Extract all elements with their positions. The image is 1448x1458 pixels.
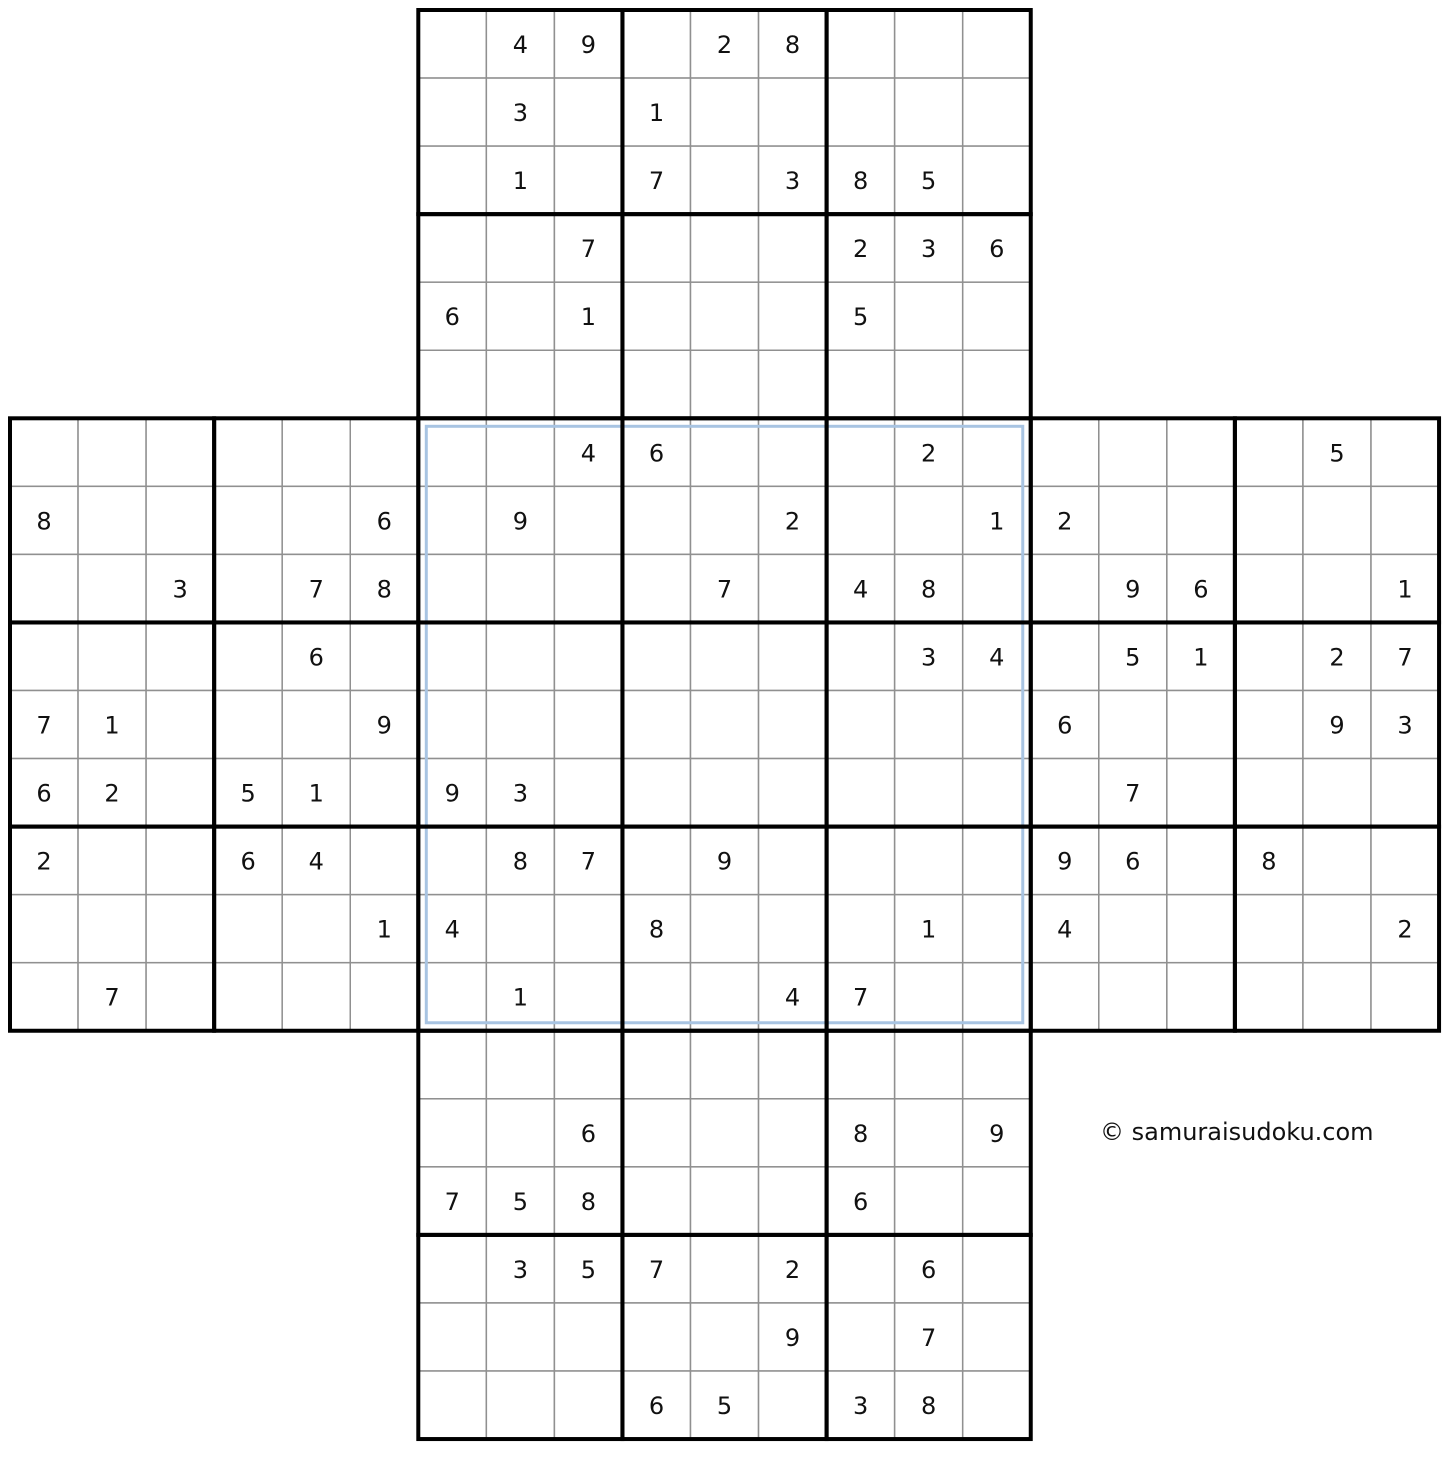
sudoku-cell[interactable] xyxy=(146,963,214,1031)
sudoku-cell[interactable] xyxy=(759,1031,827,1099)
sudoku-cell[interactable] xyxy=(418,554,486,622)
sudoku-cell[interactable] xyxy=(1167,759,1235,827)
given-digit: 1 xyxy=(512,167,529,196)
sudoku-cell[interactable] xyxy=(486,418,554,486)
sudoku-cell[interactable] xyxy=(759,1371,827,1439)
sudoku-cell[interactable] xyxy=(827,759,895,827)
given-digit: 9 xyxy=(1329,711,1345,740)
sudoku-cell[interactable] xyxy=(622,759,690,827)
sudoku-cell[interactable] xyxy=(759,691,827,759)
given-digit: 9 xyxy=(512,507,529,536)
sudoku-cell[interactable] xyxy=(827,10,895,78)
given-digit: 6 xyxy=(580,1119,597,1148)
sudoku-cell[interactable] xyxy=(486,622,554,690)
sudoku-cell[interactable] xyxy=(622,214,690,282)
sudoku-cell[interactable] xyxy=(759,418,827,486)
given-digit: 2 xyxy=(921,439,937,468)
given-digit: 6 xyxy=(1125,847,1141,876)
sudoku-cell[interactable] xyxy=(1235,691,1303,759)
sudoku-cell[interactable] xyxy=(146,486,214,554)
sudoku-cell[interactable] xyxy=(10,554,78,622)
sudoku-cell[interactable] xyxy=(282,418,350,486)
given-digit: 7 xyxy=(444,1187,460,1216)
sudoku-cell[interactable] xyxy=(418,1031,486,1099)
sudoku-cell[interactable] xyxy=(554,350,622,418)
sudoku-cell[interactable] xyxy=(963,1235,1031,1303)
given-digit: 7 xyxy=(580,847,597,876)
given-digit: 1 xyxy=(1193,643,1209,672)
given-digit: 6 xyxy=(1193,575,1209,604)
sudoku-cell[interactable] xyxy=(418,1099,486,1167)
sudoku-cell[interactable] xyxy=(963,963,1031,1031)
sudoku-cell[interactable] xyxy=(10,418,78,486)
sudoku-cell[interactable] xyxy=(895,1099,963,1167)
sudoku-cell[interactable] xyxy=(895,759,963,827)
sudoku-cell[interactable] xyxy=(691,1031,759,1099)
sudoku-cell[interactable] xyxy=(486,895,554,963)
sudoku-cell[interactable] xyxy=(963,1303,1031,1371)
sudoku-cell[interactable] xyxy=(418,963,486,1031)
sudoku-cell[interactable] xyxy=(1235,759,1303,827)
sudoku-cell[interactable] xyxy=(1235,963,1303,1031)
sudoku-cell[interactable] xyxy=(827,691,895,759)
given-digit: 2 xyxy=(852,235,869,264)
sudoku-cell[interactable] xyxy=(1235,418,1303,486)
sudoku-cell[interactable] xyxy=(759,1099,827,1167)
sudoku-cell[interactable] xyxy=(691,1235,759,1303)
given-digit: 1 xyxy=(104,711,120,740)
given-digit: 8 xyxy=(512,847,529,876)
sudoku-cell[interactable] xyxy=(146,418,214,486)
sudoku-cell[interactable] xyxy=(827,827,895,895)
given-digit: 6 xyxy=(444,303,460,332)
sudoku-cell[interactable] xyxy=(963,554,1031,622)
given-digit: 2 xyxy=(1057,507,1073,536)
given-digit: 6 xyxy=(989,235,1005,264)
sudoku-cell[interactable] xyxy=(350,963,418,1031)
sudoku-cell[interactable] xyxy=(963,78,1031,146)
sudoku-cell[interactable] xyxy=(622,1099,690,1167)
sudoku-cell[interactable] xyxy=(827,418,895,486)
given-digit: 8 xyxy=(1261,847,1277,876)
sudoku-cell[interactable] xyxy=(895,691,963,759)
given-digit: 9 xyxy=(716,847,733,876)
sudoku-cell[interactable] xyxy=(1167,418,1235,486)
sudoku-cell[interactable] xyxy=(1031,622,1099,690)
sudoku-cell[interactable] xyxy=(895,827,963,895)
sudoku-cell[interactable] xyxy=(622,622,690,690)
given-digit: 2 xyxy=(716,31,733,60)
sudoku-cell[interactable] xyxy=(78,418,146,486)
given-digit: 8 xyxy=(921,1392,937,1421)
given-digit: 8 xyxy=(921,575,937,604)
sudoku-cell[interactable] xyxy=(759,350,827,418)
sudoku-cell[interactable] xyxy=(350,827,418,895)
sudoku-cell[interactable] xyxy=(691,622,759,690)
sudoku-cell[interactable] xyxy=(418,622,486,690)
sudoku-cell[interactable] xyxy=(554,622,622,690)
given-digit: 4 xyxy=(308,847,324,876)
sudoku-cell[interactable] xyxy=(963,146,1031,214)
sudoku-cell[interactable] xyxy=(827,78,895,146)
sudoku-cell[interactable] xyxy=(486,1099,554,1167)
given-digit: 1 xyxy=(921,915,937,944)
sudoku-cell[interactable] xyxy=(350,759,418,827)
given-digit: 6 xyxy=(648,1392,665,1421)
sudoku-cell[interactable] xyxy=(759,78,827,146)
sudoku-cell[interactable] xyxy=(759,282,827,350)
given-digit: 7 xyxy=(852,983,869,1012)
sudoku-cell[interactable] xyxy=(418,146,486,214)
sudoku-cell[interactable] xyxy=(78,622,146,690)
given-digit: 5 xyxy=(921,167,937,196)
sudoku-cell[interactable] xyxy=(759,554,827,622)
given-digit: 2 xyxy=(1329,643,1345,672)
sudoku-cell[interactable] xyxy=(350,622,418,690)
sudoku-cell[interactable] xyxy=(146,622,214,690)
sudoku-cell[interactable] xyxy=(622,554,690,622)
sudoku-cell[interactable] xyxy=(691,418,759,486)
sudoku-cell[interactable] xyxy=(78,895,146,963)
given-digit: 1 xyxy=(648,99,665,128)
sudoku-cell[interactable] xyxy=(486,1303,554,1371)
given-digit: 5 xyxy=(512,1187,529,1216)
given-digit: 1 xyxy=(308,779,324,808)
given-digit: 8 xyxy=(376,575,392,604)
sudoku-cell[interactable] xyxy=(895,78,963,146)
sudoku-cell[interactable] xyxy=(622,1167,690,1235)
sudoku-cell[interactable] xyxy=(554,1371,622,1439)
given-digit: 2 xyxy=(104,779,120,808)
sudoku-cell[interactable] xyxy=(350,418,418,486)
given-digit: 1 xyxy=(376,915,392,944)
sudoku-cell[interactable] xyxy=(1099,691,1167,759)
sudoku-cell[interactable] xyxy=(691,759,759,827)
sudoku-cell[interactable] xyxy=(1371,418,1439,486)
sudoku-cell[interactable] xyxy=(78,486,146,554)
sudoku-cell[interactable] xyxy=(895,1167,963,1235)
given-digit: 9 xyxy=(989,1119,1005,1148)
given-digit: 2 xyxy=(1397,915,1413,944)
given-digit: 5 xyxy=(852,303,869,332)
sudoku-cell[interactable] xyxy=(1235,554,1303,622)
given-digit: 4 xyxy=(852,575,869,604)
given-digit: 8 xyxy=(648,915,665,944)
given-digit: 6 xyxy=(308,643,324,672)
sudoku-cell[interactable] xyxy=(1031,418,1099,486)
given-digit: 7 xyxy=(36,711,52,740)
sudoku-cell[interactable] xyxy=(827,1303,895,1371)
given-digit: 9 xyxy=(580,31,597,60)
sudoku-cell[interactable] xyxy=(759,827,827,895)
sudoku-cell[interactable] xyxy=(1099,963,1167,1031)
sudoku-cell[interactable] xyxy=(622,486,690,554)
given-digit: 3 xyxy=(852,1392,869,1421)
sudoku-cell[interactable] xyxy=(1167,963,1235,1031)
sudoku-cell[interactable] xyxy=(1371,759,1439,827)
sudoku-cell[interactable] xyxy=(554,486,622,554)
sudoku-cell[interactable] xyxy=(418,1303,486,1371)
sudoku-cell[interactable] xyxy=(486,214,554,282)
sudoku-cell[interactable] xyxy=(1099,895,1167,963)
sudoku-cell[interactable] xyxy=(895,963,963,1031)
sudoku-cell[interactable] xyxy=(691,282,759,350)
sudoku-cell[interactable] xyxy=(1371,963,1439,1031)
sudoku-cell[interactable] xyxy=(214,418,282,486)
sudoku-cell[interactable] xyxy=(418,214,486,282)
sudoku-cell[interactable] xyxy=(418,10,486,78)
sudoku-cell[interactable] xyxy=(1303,759,1371,827)
sudoku-cell[interactable] xyxy=(691,963,759,1031)
sudoku-cell[interactable] xyxy=(895,486,963,554)
sudoku-cell[interactable] xyxy=(214,963,282,1031)
sudoku-cell[interactable] xyxy=(486,1371,554,1439)
given-digit: 9 xyxy=(1057,847,1073,876)
sudoku-cell[interactable] xyxy=(1167,895,1235,963)
given-digit: 5 xyxy=(716,1392,733,1421)
sudoku-cell[interactable] xyxy=(1031,759,1099,827)
given-digit: 8 xyxy=(784,31,801,60)
sudoku-cell[interactable] xyxy=(418,350,486,418)
sudoku-cell[interactable] xyxy=(10,895,78,963)
sudoku-cell[interactable] xyxy=(963,350,1031,418)
sudoku-cell[interactable] xyxy=(146,895,214,963)
sudoku-cell[interactable] xyxy=(282,895,350,963)
sudoku-cell[interactable] xyxy=(418,78,486,146)
sudoku-cell[interactable] xyxy=(1099,418,1167,486)
sudoku-cell[interactable] xyxy=(1031,963,1099,1031)
sudoku-cell[interactable] xyxy=(691,78,759,146)
sudoku-cell[interactable] xyxy=(486,554,554,622)
sudoku-cell[interactable] xyxy=(691,895,759,963)
sudoku-cell[interactable] xyxy=(759,214,827,282)
sudoku-cell[interactable] xyxy=(486,1031,554,1099)
sudoku-cell[interactable] xyxy=(759,759,827,827)
sudoku-cell[interactable] xyxy=(554,691,622,759)
sudoku-cell[interactable] xyxy=(691,214,759,282)
sudoku-cell[interactable] xyxy=(691,486,759,554)
given-digit: 9 xyxy=(784,1323,801,1352)
given-digit: 1 xyxy=(989,507,1005,536)
sudoku-cell[interactable] xyxy=(214,895,282,963)
sudoku-cell[interactable] xyxy=(418,1371,486,1439)
sudoku-cell[interactable] xyxy=(963,827,1031,895)
given-digit: 2 xyxy=(36,847,52,876)
given-digit: 3 xyxy=(512,779,529,808)
sudoku-cell[interactable] xyxy=(691,1099,759,1167)
sudoku-cell[interactable] xyxy=(1235,895,1303,963)
sudoku-cell[interactable] xyxy=(1167,691,1235,759)
given-digit: 8 xyxy=(852,167,869,196)
sudoku-cell[interactable] xyxy=(895,350,963,418)
given-digit: 6 xyxy=(1057,711,1073,740)
sudoku-cell[interactable] xyxy=(554,895,622,963)
sudoku-cell[interactable] xyxy=(963,418,1031,486)
sudoku-cell[interactable] xyxy=(895,282,963,350)
given-digit: 1 xyxy=(1397,575,1413,604)
sudoku-cell[interactable] xyxy=(827,1031,895,1099)
sudoku-cell[interactable] xyxy=(827,895,895,963)
sudoku-cell[interactable] xyxy=(486,282,554,350)
sudoku-cell[interactable] xyxy=(827,1235,895,1303)
sudoku-cell[interactable] xyxy=(146,759,214,827)
given-digit: 6 xyxy=(36,779,52,808)
given-digit: 7 xyxy=(1397,643,1413,672)
sudoku-cell[interactable] xyxy=(10,963,78,1031)
sudoku-cell[interactable] xyxy=(78,827,146,895)
sudoku-cell[interactable] xyxy=(554,1303,622,1371)
sudoku-cell[interactable] xyxy=(622,963,690,1031)
given-digit: 2 xyxy=(784,507,801,536)
sudoku-cell[interactable] xyxy=(486,350,554,418)
given-digit: 1 xyxy=(580,303,597,332)
given-digit: 6 xyxy=(852,1187,869,1216)
sudoku-cell[interactable] xyxy=(963,1167,1031,1235)
sudoku-cell[interactable] xyxy=(554,759,622,827)
sudoku-cell[interactable] xyxy=(759,622,827,690)
sudoku-cell[interactable] xyxy=(214,622,282,690)
sudoku-cell[interactable] xyxy=(1235,486,1303,554)
sudoku-cell[interactable] xyxy=(963,282,1031,350)
sudoku-cell[interactable] xyxy=(1099,486,1167,554)
given-digit: 4 xyxy=(1057,915,1073,944)
sudoku-cell[interactable] xyxy=(963,895,1031,963)
sudoku-cell[interactable] xyxy=(963,691,1031,759)
sudoku-cell[interactable] xyxy=(1371,486,1439,554)
sudoku-cell[interactable] xyxy=(554,146,622,214)
given-digit: 4 xyxy=(580,439,597,468)
given-digit: 4 xyxy=(444,915,460,944)
given-digit: 7 xyxy=(648,1255,665,1284)
sudoku-cell[interactable] xyxy=(146,827,214,895)
given-digit: 4 xyxy=(989,643,1005,672)
sudoku-cell[interactable] xyxy=(214,691,282,759)
sudoku-cell[interactable] xyxy=(1031,554,1099,622)
given-digit: 9 xyxy=(1125,575,1141,604)
given-digit: 6 xyxy=(240,847,256,876)
sudoku-cell[interactable] xyxy=(691,691,759,759)
sudoku-cell[interactable] xyxy=(622,350,690,418)
sudoku-cell[interactable] xyxy=(827,622,895,690)
given-digit: 9 xyxy=(376,711,392,740)
sudoku-cell[interactable] xyxy=(759,895,827,963)
sudoku-cell[interactable] xyxy=(759,1167,827,1235)
sudoku-cell[interactable] xyxy=(691,1167,759,1235)
sudoku-cell[interactable] xyxy=(1303,963,1371,1031)
sudoku-cell[interactable] xyxy=(1235,622,1303,690)
given-digit: 8 xyxy=(36,507,52,536)
sudoku-cell[interactable] xyxy=(895,10,963,78)
sudoku-cell[interactable] xyxy=(691,1303,759,1371)
given-digit: 7 xyxy=(716,575,733,604)
sudoku-cell[interactable] xyxy=(1303,554,1371,622)
sudoku-cell[interactable] xyxy=(10,622,78,690)
sudoku-cell[interactable] xyxy=(214,554,282,622)
sudoku-cell[interactable] xyxy=(622,691,690,759)
sudoku-cell[interactable] xyxy=(418,486,486,554)
given-digit: 3 xyxy=(784,167,801,196)
sudoku-cell[interactable] xyxy=(554,963,622,1031)
sudoku-cell[interactable] xyxy=(1303,486,1371,554)
sudoku-cell[interactable] xyxy=(622,10,690,78)
given-digit: 5 xyxy=(1125,643,1141,672)
given-digit: 6 xyxy=(376,507,392,536)
given-digit: 8 xyxy=(580,1187,597,1216)
sudoku-cell[interactable] xyxy=(282,691,350,759)
sudoku-cell[interactable] xyxy=(895,1031,963,1099)
sudoku-cell[interactable] xyxy=(1167,827,1235,895)
given-digit: 7 xyxy=(104,983,120,1012)
given-digit: 1 xyxy=(512,983,529,1012)
given-digit: 3 xyxy=(921,643,937,672)
given-digit: 3 xyxy=(512,1255,529,1284)
sudoku-cell[interactable] xyxy=(622,1031,690,1099)
copyright-text: © samuraisudoku.com xyxy=(1100,1118,1374,1146)
given-digit: 3 xyxy=(1397,711,1413,740)
sudoku-cell[interactable] xyxy=(486,691,554,759)
sudoku-cell[interactable] xyxy=(827,486,895,554)
sudoku-cell[interactable] xyxy=(691,350,759,418)
sudoku-cell[interactable] xyxy=(418,1235,486,1303)
given-digit: 5 xyxy=(240,779,256,808)
sudoku-cell[interactable] xyxy=(418,827,486,895)
given-digit: 7 xyxy=(921,1323,937,1352)
given-digit: 8 xyxy=(852,1119,869,1148)
sudoku-cell[interactable] xyxy=(282,963,350,1031)
given-digit: 7 xyxy=(648,167,665,196)
sudoku-cell[interactable] xyxy=(418,691,486,759)
given-digit: 6 xyxy=(648,439,665,468)
given-digit: 5 xyxy=(580,1255,597,1284)
given-digit: 2 xyxy=(784,1255,801,1284)
given-digit: 5 xyxy=(1329,439,1345,468)
sudoku-cell[interactable] xyxy=(1167,486,1235,554)
sudoku-cell[interactable] xyxy=(622,1303,690,1371)
sudoku-cell[interactable] xyxy=(827,350,895,418)
sudoku-cell[interactable] xyxy=(1371,827,1439,895)
sudoku-cell[interactable] xyxy=(691,146,759,214)
given-digit: 3 xyxy=(172,575,188,604)
sudoku-cell[interactable] xyxy=(146,691,214,759)
given-digit: 6 xyxy=(921,1255,937,1284)
sudoku-cell[interactable] xyxy=(282,486,350,554)
given-digit: 3 xyxy=(921,235,937,264)
sudoku-cell[interactable] xyxy=(1303,895,1371,963)
sudoku-cell[interactable] xyxy=(554,554,622,622)
given-digit: 4 xyxy=(784,983,801,1012)
given-digit: 7 xyxy=(308,575,324,604)
given-digit: 7 xyxy=(1125,779,1141,808)
sudoku-cell[interactable] xyxy=(963,759,1031,827)
sudoku-cell[interactable] xyxy=(78,554,146,622)
sudoku-cell[interactable] xyxy=(622,827,690,895)
sudoku-cell[interactable] xyxy=(554,1031,622,1099)
sudoku-cell[interactable] xyxy=(214,486,282,554)
sudoku-cell[interactable] xyxy=(418,418,486,486)
sudoku-cell[interactable] xyxy=(963,1371,1031,1439)
sudoku-cell[interactable] xyxy=(963,1031,1031,1099)
sudoku-cell[interactable] xyxy=(1303,827,1371,895)
given-digit: 4 xyxy=(512,31,529,60)
given-digit: 7 xyxy=(580,235,597,264)
sudoku-cell[interactable] xyxy=(554,78,622,146)
given-digit: 3 xyxy=(512,99,529,128)
sudoku-cell[interactable] xyxy=(622,282,690,350)
sudoku-cell[interactable] xyxy=(963,10,1031,78)
given-digit: 9 xyxy=(444,779,460,808)
